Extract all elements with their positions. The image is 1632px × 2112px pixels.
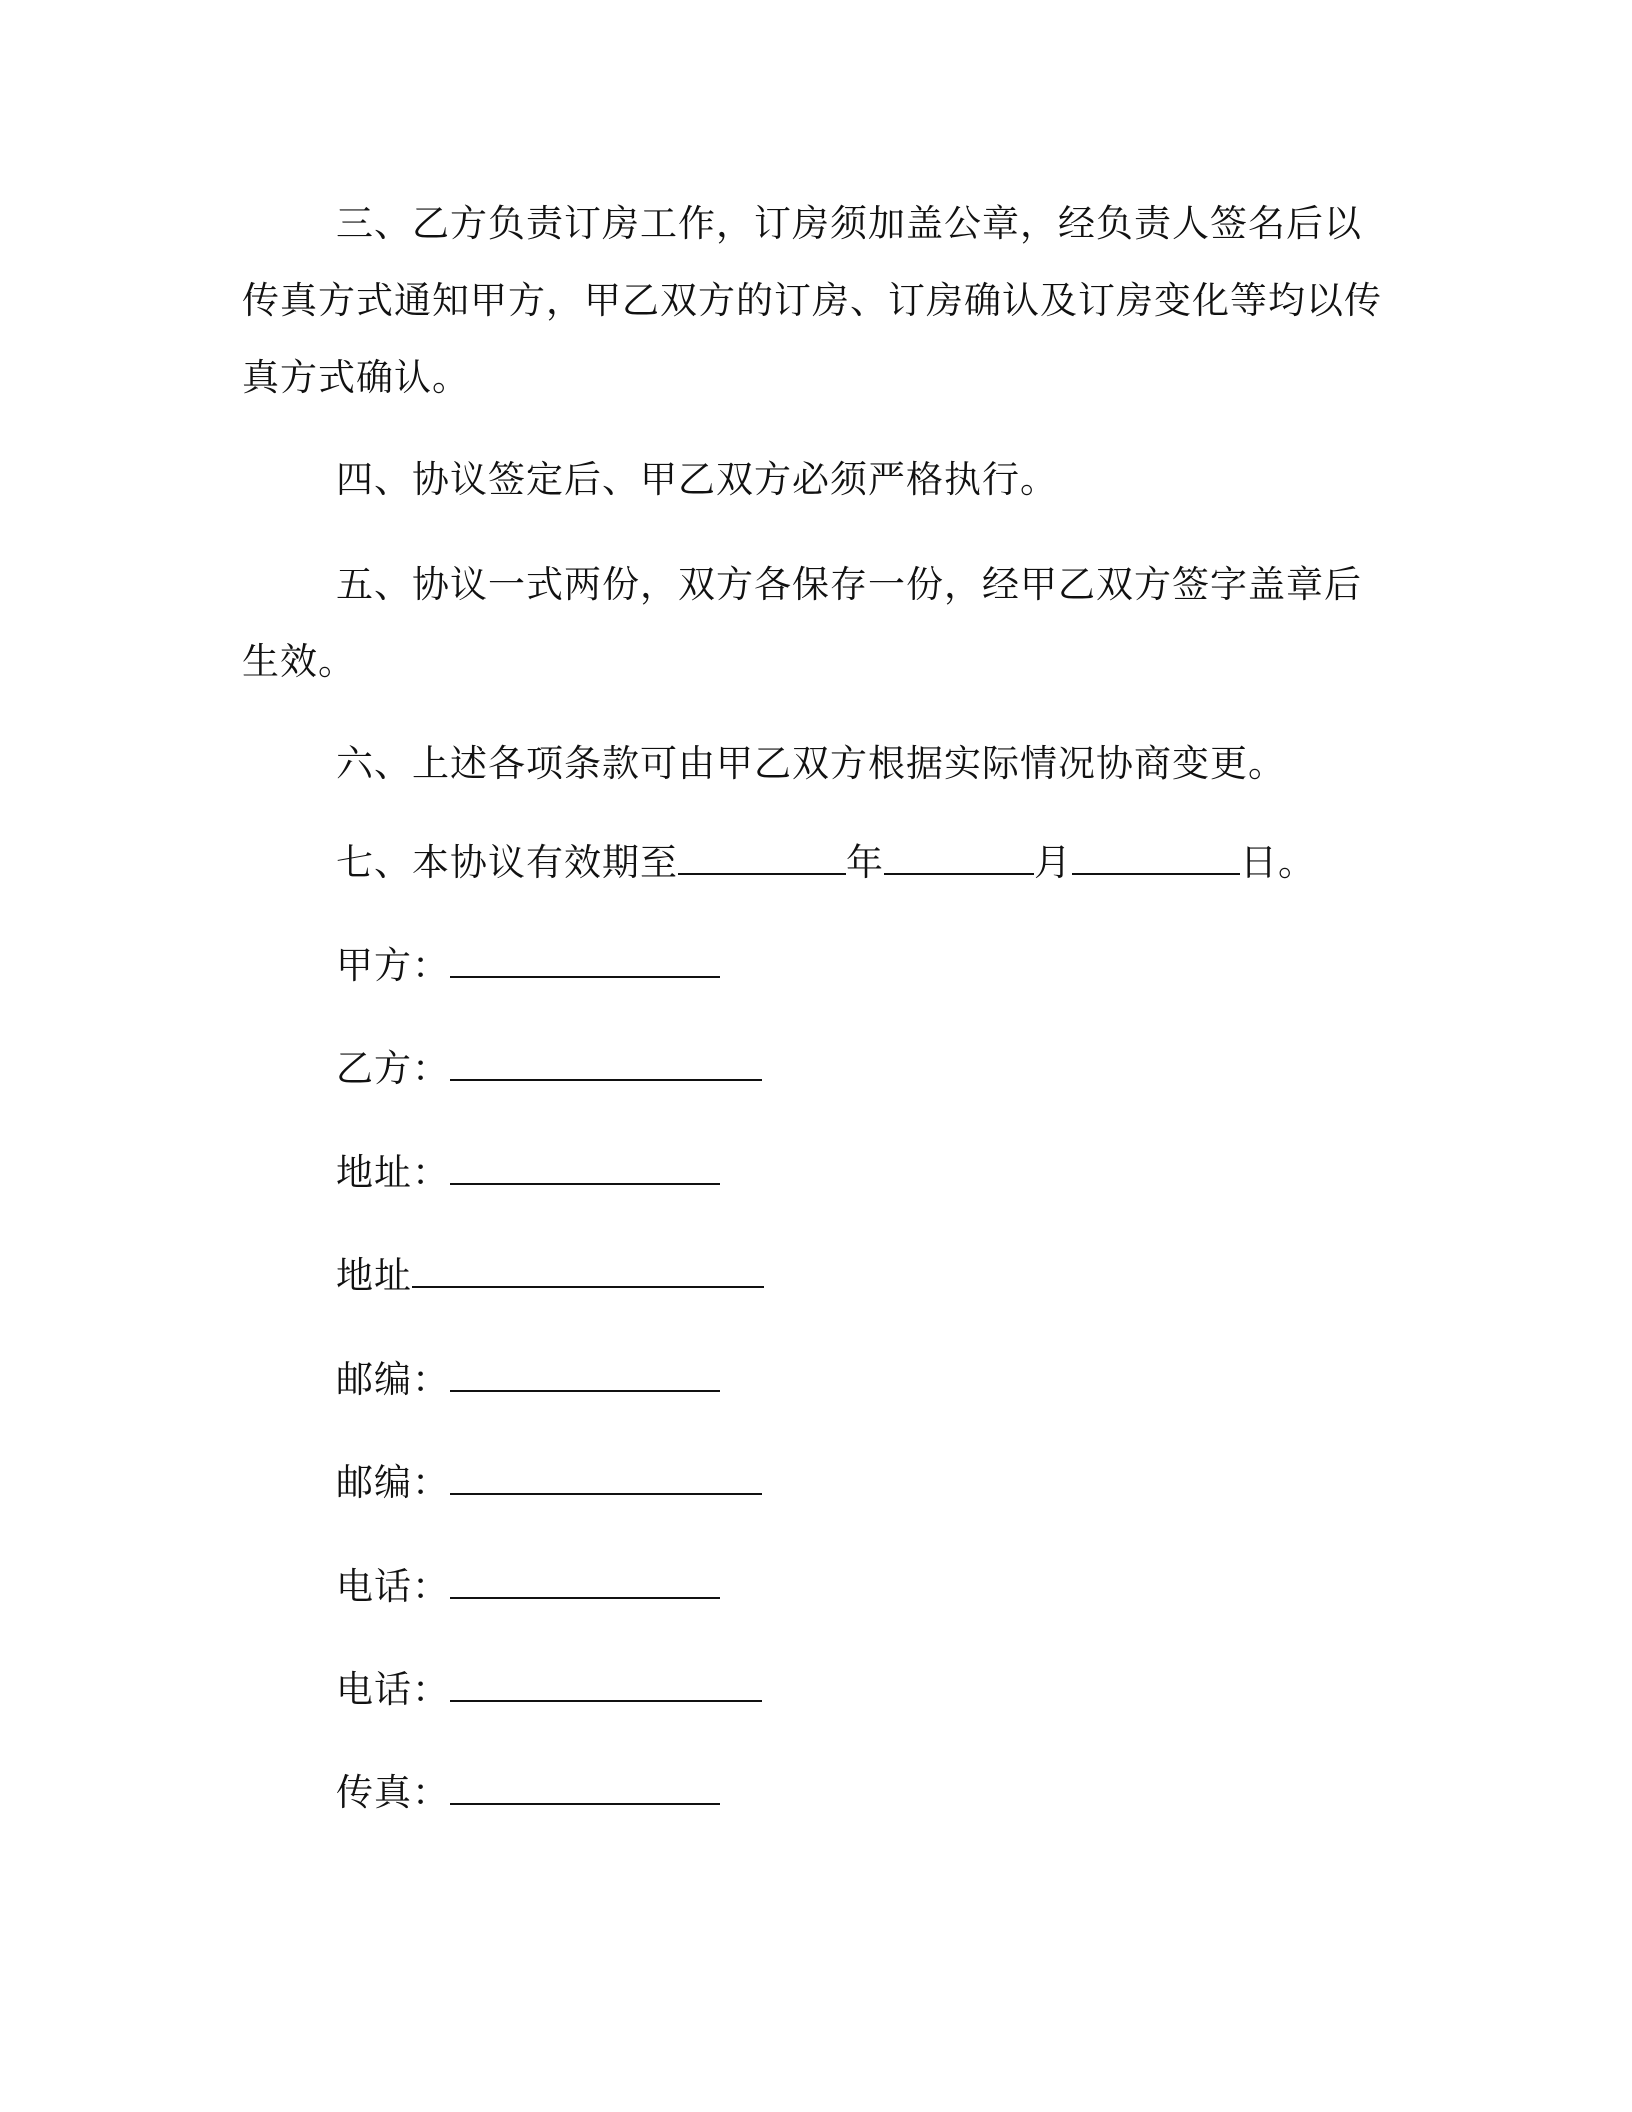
address-a-field	[336, 1148, 720, 1198]
party-b-blank[interactable]	[450, 1045, 762, 1081]
month-blank[interactable]	[884, 839, 1034, 875]
clause-4: 四、协议签定后、甲乙双方必须严格执行。	[336, 458, 1058, 501]
fax-a-label: 传真：	[336, 1771, 450, 1814]
phone-a-field	[336, 1562, 720, 1612]
day-label: 日。	[1240, 841, 1316, 884]
clause-5: 五、协议一式两份，双方各保存一份，经甲乙双方签字盖章后生效。	[242, 563, 1362, 683]
clause-6: 六、上述各项条款可由甲乙双方根据实际情况协商变更。	[336, 742, 1286, 785]
address-b-blank[interactable]	[412, 1252, 764, 1288]
fax-a-field	[336, 1768, 720, 1818]
postcode-b-field	[336, 1458, 762, 1508]
postcode-a-field	[336, 1355, 720, 1405]
party-a-label: 甲方：	[336, 944, 450, 987]
clause-7	[336, 838, 1316, 888]
day-blank[interactable]	[1072, 839, 1240, 875]
address-a-blank[interactable]	[450, 1149, 720, 1185]
postcode-b-label: 邮编：	[336, 1461, 450, 1504]
party-b-field	[336, 1044, 762, 1094]
phone-a-label: 电话：	[336, 1565, 450, 1608]
phone-b-label: 电话：	[336, 1668, 450, 1711]
year-label: 年	[846, 841, 884, 884]
month-label: 月	[1034, 841, 1072, 884]
postcode-b-blank[interactable]	[450, 1459, 762, 1495]
clause-7-prefix: 七、本协议有效期至	[336, 841, 678, 884]
party-b-label: 乙方：	[336, 1047, 450, 1090]
clause-3: 三、乙方负责订房工作，订房须加盖公章，经负责人签名后以传真方式通知甲方，甲乙双方的订房、订房确认及订房变化等均以传真方式确认。	[242, 202, 1382, 399]
fax-a-blank[interactable]	[450, 1769, 720, 1805]
year-blank[interactable]	[678, 839, 846, 875]
party-a-field	[336, 941, 720, 991]
postcode-a-label: 邮编：	[336, 1358, 450, 1401]
party-a-blank[interactable]	[450, 942, 720, 978]
address-b-label: 地址	[336, 1254, 412, 1297]
address-a-label: 地址：	[336, 1151, 450, 1194]
postcode-a-blank[interactable]	[450, 1356, 720, 1392]
phone-a-blank[interactable]	[450, 1563, 720, 1599]
phone-b-field	[336, 1665, 762, 1715]
address-b-field	[336, 1251, 764, 1301]
phone-b-blank[interactable]	[450, 1666, 762, 1702]
